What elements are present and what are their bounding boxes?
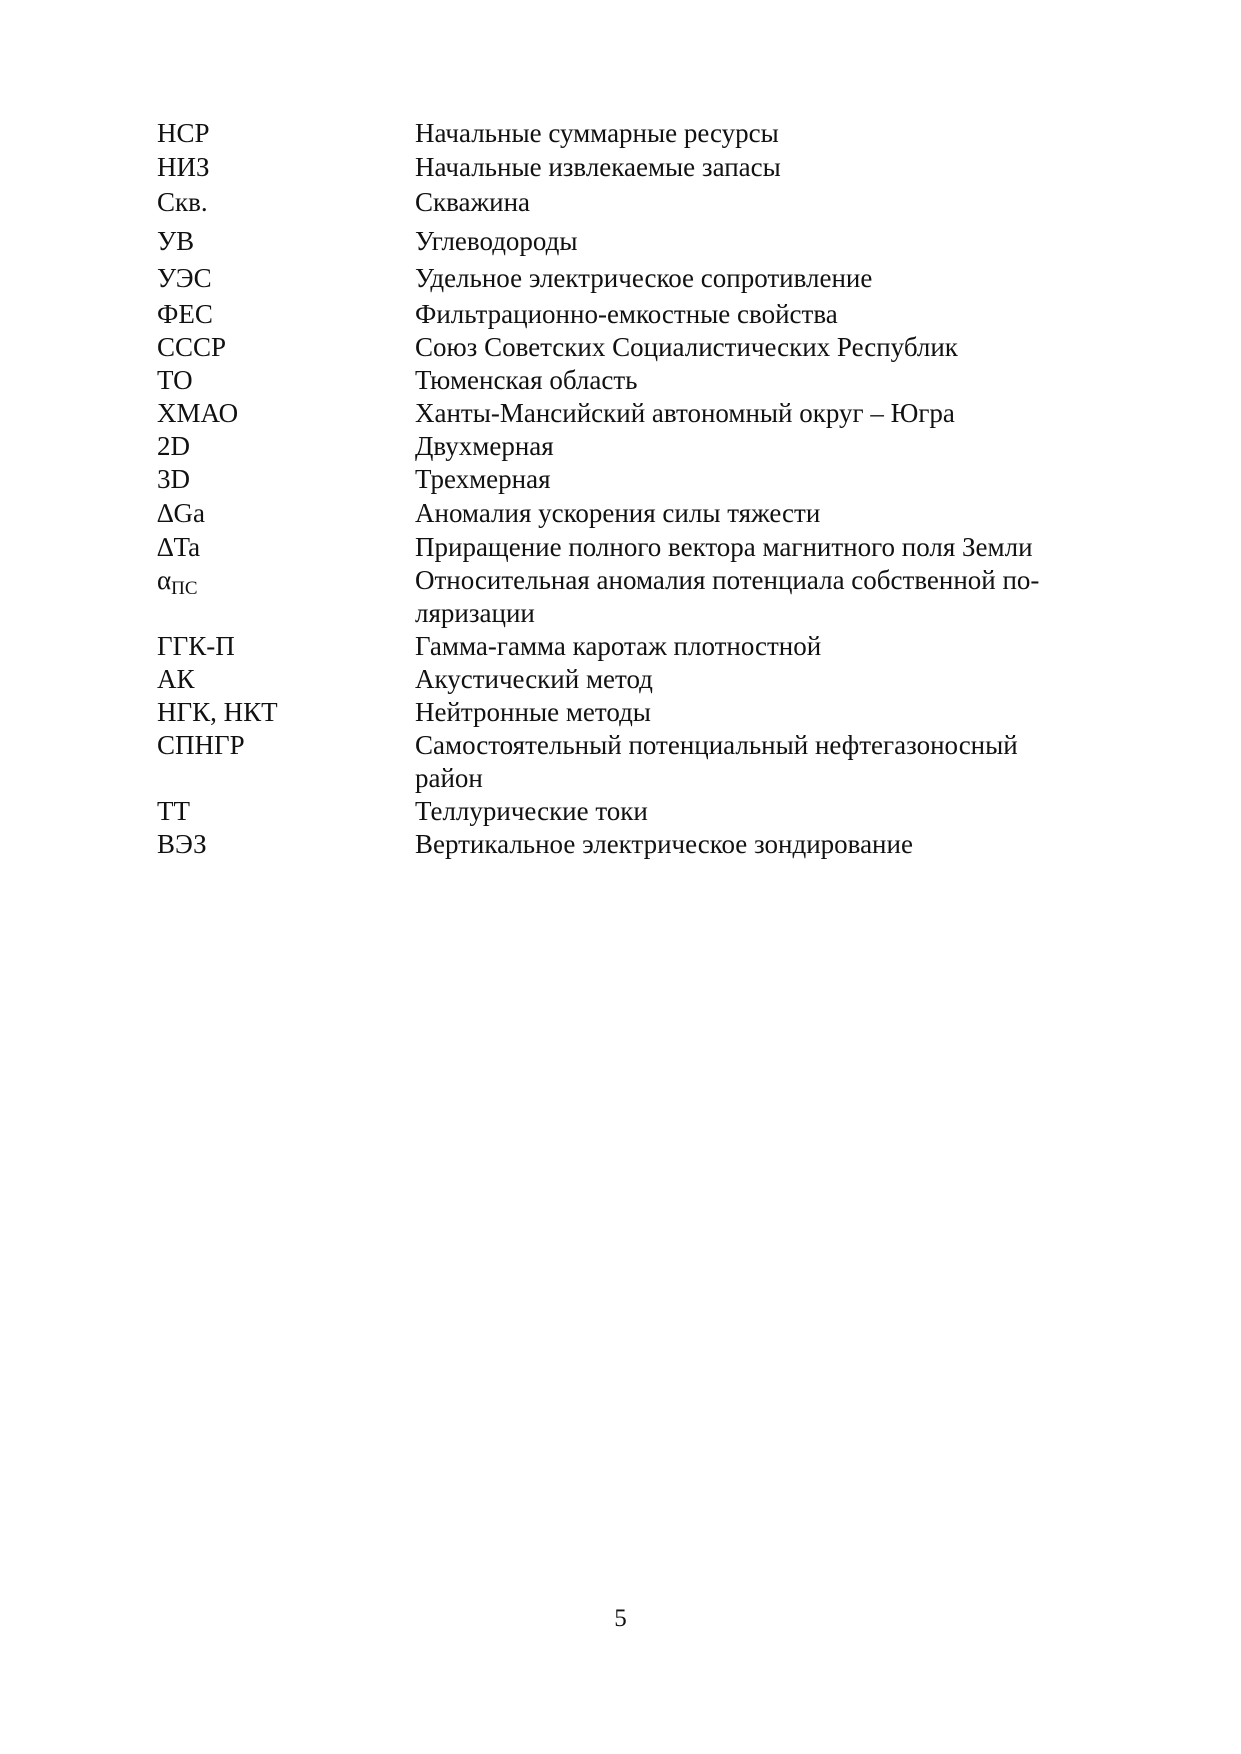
glossary-entry [157, 729, 1092, 795]
entry-abbreviation: НГК, НКТ [157, 697, 278, 727]
entry-definition [415, 262, 1092, 295]
entry-abbreviation: НСР [157, 118, 210, 148]
entry-definition [415, 117, 1092, 150]
entry-abbreviation: ВЭЗ [157, 829, 207, 859]
entry-definition [415, 298, 1092, 331]
entry-abbreviation: ∆Ga [157, 498, 206, 528]
entry-definition [415, 497, 1092, 530]
glossary-entry [157, 663, 1092, 696]
entry-abbreviation: ГГК-П [157, 631, 235, 661]
entry-definition [415, 331, 1092, 364]
abbreviation-subscript: ПС [171, 578, 198, 599]
entry-abbreviation: НИЗ [157, 152, 210, 182]
definition-line: Фильтрационно-емкостные свойства [415, 299, 838, 329]
entry-definition [415, 729, 1092, 795]
entry-definition [415, 364, 1092, 397]
entry-abbreviation: АК [157, 664, 195, 694]
definition-line: Начальные суммарные ресурсы [415, 118, 779, 148]
glossary-entry [157, 531, 1092, 564]
definition-line: Союз Советских Социалистических Республик [415, 332, 958, 362]
definition-line: Ханты-Мансийский автономный округ – Югра [415, 398, 955, 428]
glossary-entry [157, 186, 1092, 219]
definition-line: Вертикальное электрическое зондирование [415, 829, 913, 859]
glossary-entry [157, 828, 1092, 861]
definition-line: Приращение полного вектора магнитного поля Земли [415, 532, 1033, 562]
glossary-entry [157, 696, 1092, 729]
glossary-entry [157, 463, 1092, 496]
entry-definition [415, 630, 1092, 663]
glossary-entry [157, 795, 1092, 828]
entry-abbreviation: 2D [157, 431, 190, 461]
definition-line: Тюменская область [415, 365, 638, 395]
entry-abbreviation: ТО [157, 365, 193, 395]
definition-line: Трехмерная [415, 464, 551, 494]
entry-definition [415, 564, 1092, 630]
entry-abbreviation: ФЕС [157, 299, 213, 329]
glossary-entry [157, 564, 1092, 630]
entry-abbreviation: ТТ [157, 796, 190, 826]
definition-line: Удельное электрическое сопротивление [415, 263, 873, 293]
entry-definition [415, 225, 1092, 258]
entry-abbreviation: УВ [157, 226, 195, 256]
entry-definition [415, 397, 1092, 430]
entry-definition [415, 186, 1092, 219]
definition-line: Двухмерная [415, 431, 554, 461]
glossary-entry [157, 430, 1092, 463]
entry-abbreviation: Скв. [157, 187, 208, 217]
entry-definition [415, 430, 1092, 463]
entry-abbreviation [157, 564, 415, 600]
entry-definition [415, 795, 1092, 828]
glossary-entry [157, 331, 1092, 364]
glossary-entry [157, 397, 1092, 430]
definition-line: Начальные извлекаемые запасы [415, 152, 781, 182]
definition-line: Относительная аномалия потенциала собственной по- [415, 565, 1040, 595]
definition-line: Гамма-гамма каротаж плотностной [415, 631, 822, 661]
glossary-entry [157, 298, 1092, 331]
definition-line: Аномалия ускорения силы тяжести [415, 498, 821, 528]
glossary-entry [157, 262, 1092, 295]
glossary-entry [157, 117, 1092, 150]
page-number: 5 [614, 1605, 627, 1632]
entry-abbreviation: 3D [157, 464, 190, 494]
alpha-symbol: α [157, 565, 172, 595]
entry-abbreviation: УЭС [157, 263, 212, 293]
entry-definition [415, 663, 1092, 696]
definition-line: Теллурические токи [415, 796, 648, 826]
abbreviation-list [157, 117, 1092, 861]
definition-line: Самостоятельный потенциальный нефтегазоносный [415, 730, 1018, 760]
definition-line: Скважина [415, 187, 531, 217]
glossary-entry [157, 630, 1092, 663]
glossary-entry [157, 364, 1092, 397]
entry-definition [415, 463, 1092, 496]
entry-definition [415, 531, 1092, 564]
entry-definition [415, 828, 1092, 861]
definition-line: Нейтронные методы [415, 697, 651, 727]
glossary-entry [157, 497, 1092, 530]
entry-abbreviation: ∆Ta [157, 532, 201, 562]
entry-definition [415, 696, 1092, 729]
glossary-entry [157, 151, 1092, 184]
definition-line: Акустический метод [415, 664, 653, 694]
definition-line: Углеводороды [415, 226, 578, 256]
entry-abbreviation: СПНГР [157, 730, 245, 760]
entry-abbreviation: ХМАО [157, 398, 239, 428]
entry-abbreviation: СССР [157, 332, 227, 362]
entry-definition [415, 151, 1092, 184]
glossary-entry [157, 225, 1092, 258]
definition-line: ляризации [415, 598, 535, 628]
definition-line: район [415, 763, 483, 793]
